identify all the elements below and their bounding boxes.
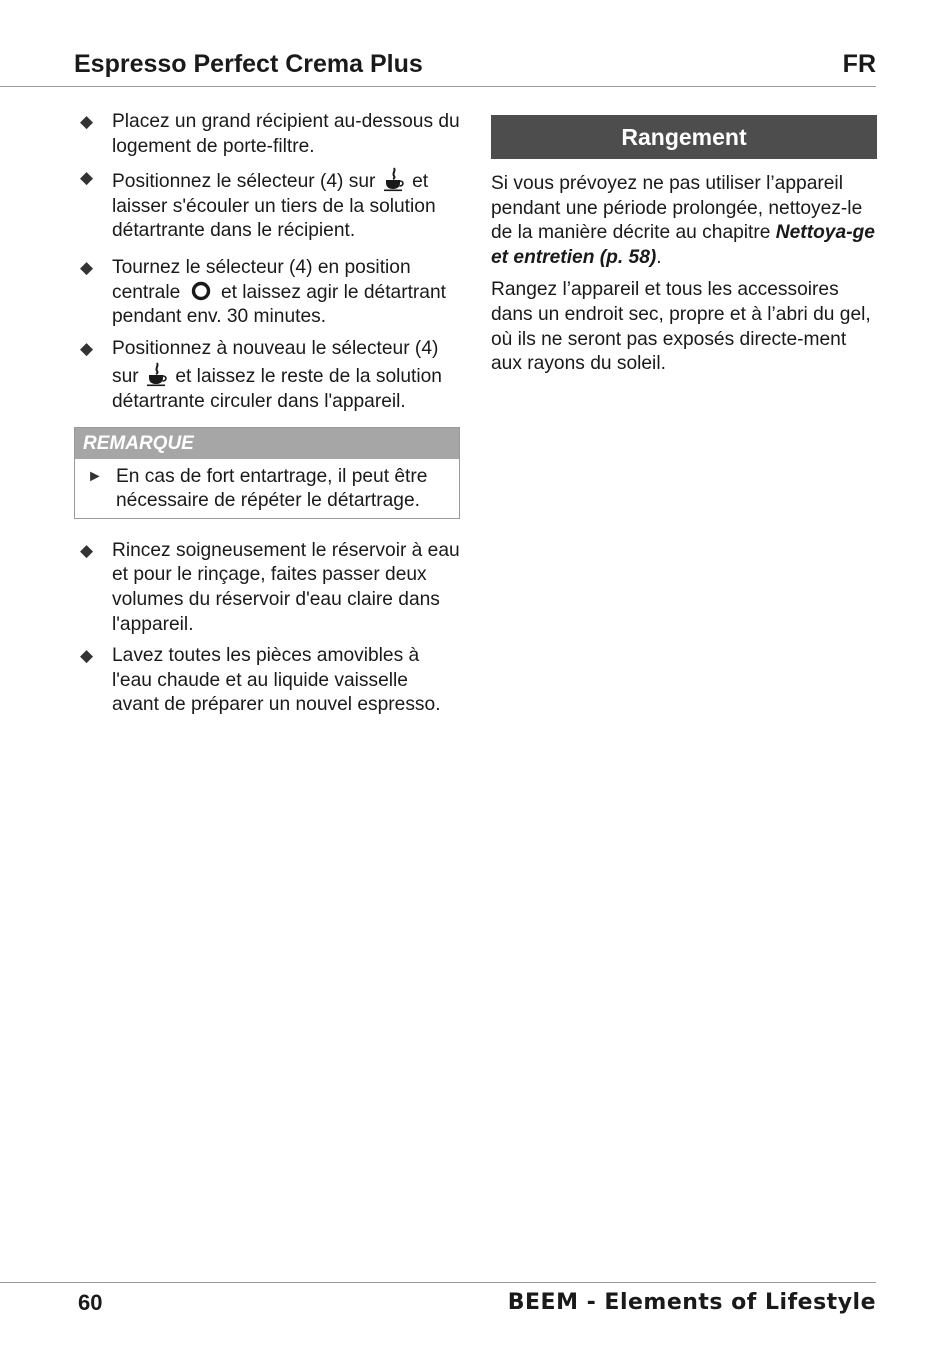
diamond-bullet-icon: ◆ bbox=[80, 257, 94, 277]
list-item: ◆ Positionnez le sélecteur (4) sur et laisser s'écouler un tiers de la solution détartrante dans le récipient. bbox=[80, 168, 436, 242]
page-number: 60 bbox=[78, 1290, 103, 1315]
diamond-bullet-icon: ◆ bbox=[80, 338, 94, 358]
diamond-bullet-icon: ◆ bbox=[80, 168, 94, 188]
page-footer bbox=[0, 1282, 876, 1323]
remark-body: ► En cas de fort entartrage, il peut être nécessaire de répéter le détartrage. bbox=[87, 465, 428, 512]
left-column bbox=[74, 110, 460, 725]
document-title: Espresso Perfect Crema Plus bbox=[74, 50, 423, 78]
diamond-bullet-icon: ◆ bbox=[80, 646, 94, 666]
steam-cup-icon bbox=[381, 166, 407, 192]
remark-box bbox=[74, 427, 460, 519]
diamond-bullet-icon: ◆ bbox=[80, 540, 94, 560]
page-header bbox=[0, 46, 876, 87]
center-position-icon bbox=[190, 281, 212, 303]
arrow-bullet-icon: ► bbox=[87, 467, 103, 485]
storage-paragraph: Rangez l’appareil et tous les accessoires dans un endroit sec, propre et à l’abri du gel, où ils ne seront pas exposés directe-ment aux rayons du soleil. bbox=[491, 279, 871, 375]
language-code: FR bbox=[842, 50, 876, 78]
list-item: ◆ Rincez soigneusement le réservoir à eau et pour le rinçage, faites passer deux volumes du réservoir d'eau claire dans l'appareil. bbox=[80, 539, 460, 635]
list-item: ◆ Lavez toutes les pièces amovibles à l'eau chaude et au liquide vaisselle avant de préparer un nouvel espresso. bbox=[80, 645, 441, 716]
list-item: ◆ Placez un grand récipient au-dessous du logement de porte-filtre. bbox=[80, 111, 460, 157]
cross-reference: Nettoya-ge et entretien (p. 58) bbox=[491, 222, 875, 268]
right-column bbox=[491, 115, 877, 385]
storage-paragraph: Si vous prévoyez ne pas utiliser l’appareil pendant une période prolongée, nettoyez-le de la manière décrite au chapitre Nettoya-ge et entretien (p. 58). bbox=[491, 173, 875, 268]
diamond-bullet-icon: ◆ bbox=[80, 112, 94, 131]
list-item: ◆ Positionnez à nouveau le sélecteur (4) sur et laissez le reste de la solution détartrante circuler dans l'appareil. bbox=[80, 337, 442, 412]
remark-heading: REMARQUE bbox=[75, 428, 459, 459]
list-item: ◆ Tournez le sélecteur (4) en position centrale et laissez agir le détartrant pendant env. 30 minutes. bbox=[80, 256, 446, 328]
brand-name: BEEM - Elements of Lifestyle bbox=[507, 1290, 876, 1315]
section-heading: Rangement bbox=[491, 115, 877, 159]
steam-cup-icon bbox=[144, 361, 170, 387]
